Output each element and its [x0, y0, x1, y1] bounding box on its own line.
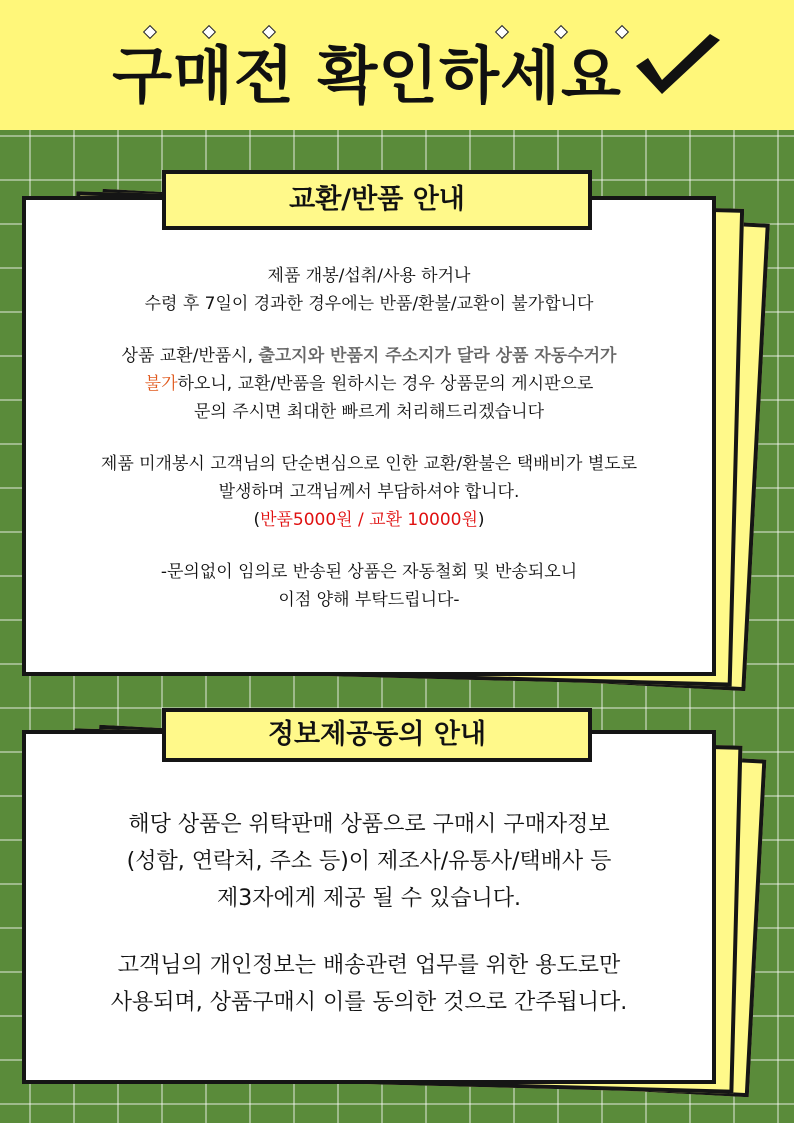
privacy-text-line: 사용되며, 상품구매시 이를 동의한 것으로 간주됩니다. [110, 990, 628, 1015]
privacy-body [26, 806, 712, 1021]
header-banner [0, 0, 794, 130]
privacy-card [22, 730, 716, 1084]
privacy-section-label: 정보제공동의 안내 [162, 708, 592, 762]
exchange-text-line: 발생하며 고객님께서 부담하셔야 합니다. [218, 482, 520, 502]
exchange-text-line: 이점 양해 부탁드립니다- [278, 590, 460, 610]
exchange-text-line [26, 506, 712, 534]
exchange-text-line: 제품 미개봉시 고객님의 단순변심으로 인한 교환/환불은 택배비가 별도로 [100, 454, 638, 474]
exchange-text: 하오니, 교환/반품을 원하시는 경우 상품문의 게시판으로 [177, 374, 594, 394]
highlight-gray-text: 출고지와 반품지 주소지가 달라 상품 자동수거가 [258, 346, 617, 366]
exchange-text-line: 수령 후 7일이 경과한 경우에는 반품/환불/교환이 불가합니다 [144, 294, 594, 314]
page-title: 구매전 확인하세요 [112, 39, 622, 112]
exchange-body [26, 262, 712, 614]
exchange-section-label: 교환/반품 안내 [162, 170, 592, 230]
privacy-text-line: 고객님의 개인정보는 배송관련 업무를 위한 용도로만 [117, 953, 621, 978]
exchange-text-line [26, 370, 712, 398]
exchange-text: 상품 교환/반품시, [121, 346, 259, 366]
highlight-orange-text: 불가 [144, 374, 178, 394]
exchange-text-line [26, 342, 712, 370]
exchange-text-line: 문의 주시면 최대한 빠르게 처리해드리겠습니다 [193, 402, 545, 422]
exchange-text-line: -문의없이 임의로 반송된 상품은 자동철회 및 반송되오니 [160, 562, 578, 582]
fee-text: 반품5000원 / 교환 10000원 [260, 510, 478, 530]
paren-close: ) [477, 510, 485, 530]
checkmark-icon [632, 28, 722, 98]
exchange-text-line: 제품 개봉/섭취/사용 하거나 [267, 266, 471, 286]
privacy-text-line: (성함, 연락처, 주소 등)이 제조사/유통사/택배사 등 [126, 849, 612, 874]
paren-open: ( [253, 510, 261, 530]
exchange-card [22, 196, 716, 676]
privacy-text-line: 제3자에게 제공 될 수 있습니다. [217, 886, 521, 911]
privacy-text-line: 해당 상품은 위탁판매 상품으로 구매시 구매자정보 [128, 812, 610, 837]
